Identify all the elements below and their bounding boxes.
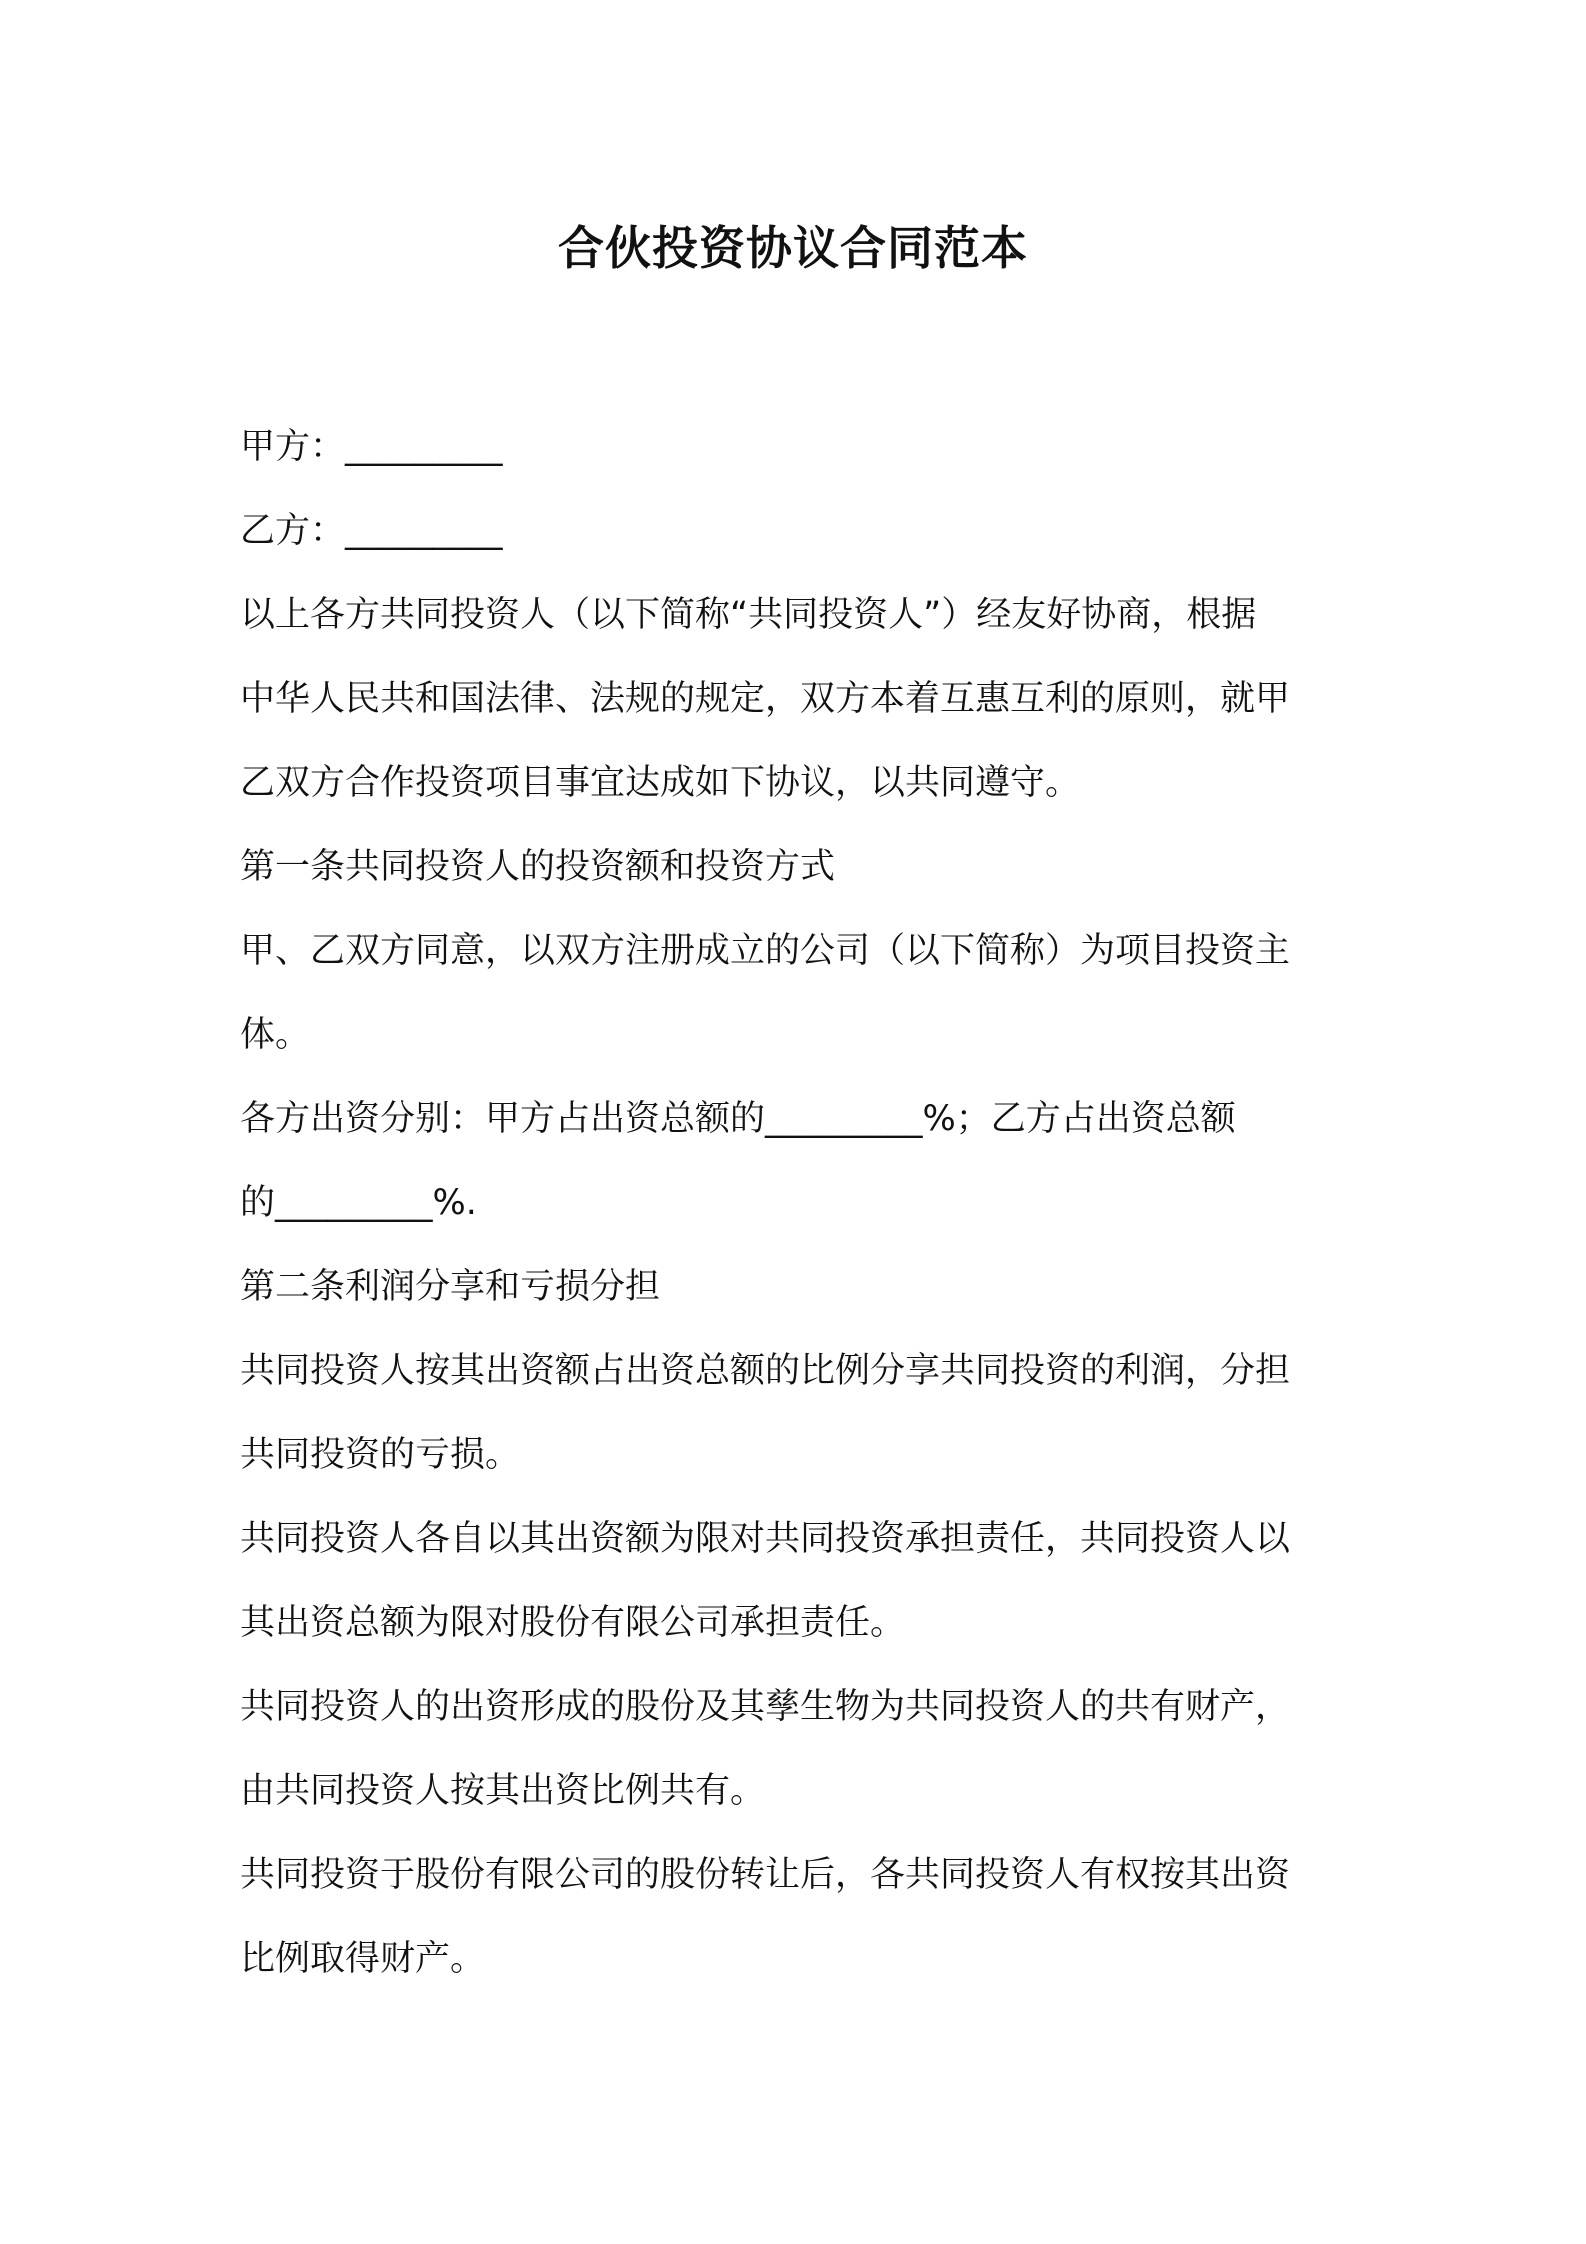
party-a-line: 甲方：_________ bbox=[240, 427, 503, 467]
party-b-line: 乙方：_________ bbox=[240, 511, 503, 551]
paragraph-line: 由共同投资人按其出资比例共有。 bbox=[240, 1771, 766, 1811]
article-heading-2: 第二条利润分享和亏损分担 bbox=[240, 1267, 661, 1307]
paragraph-line: 甲、乙双方同意，以双方注册成立的公司（以下简称）为项目投资主 bbox=[240, 931, 1291, 971]
paragraph-line: 共同投资的亏损。 bbox=[240, 1435, 521, 1475]
paragraph-line: 比例取得财产。 bbox=[240, 1939, 486, 1979]
paragraph-line: 共同投资于股份有限公司的股份转让后，各共同投资人有权按其出资 bbox=[240, 1855, 1291, 1895]
paragraph-line: 中华人民共和国法律、法规的规定，双方本着互惠互利的原则，就甲 bbox=[240, 679, 1291, 719]
paragraph-line: 共同投资人各自以其出资额为限对共同投资承担责任，共同投资人以 bbox=[240, 1519, 1291, 1559]
paragraph-line: 共同投资人按其出资额占出资总额的比例分享共同投资的利润，分担 bbox=[240, 1351, 1291, 1391]
document-body bbox=[240, 405, 1350, 2001]
article-heading-1: 第一条共同投资人的投资额和投资方式 bbox=[240, 847, 836, 887]
paragraph-line: 其出资总额为限对股份有限公司承担责任。 bbox=[240, 1603, 906, 1643]
paragraph-line: 以上各方共同投资人（以下简称“共同投资人”）经友好协商，根据 bbox=[240, 595, 1257, 635]
paragraph-line: 体。 bbox=[240, 1015, 311, 1055]
paragraph-line: 共同投资人的出资形成的股份及其孳生物为共同投资人的共有财产， bbox=[240, 1687, 1291, 1727]
paragraph-line: 的_________%. bbox=[240, 1183, 477, 1223]
paragraph-line: 乙双方合作投资项目事宜达成如下协议，以共同遵守。 bbox=[240, 763, 1081, 803]
paragraph-line: 各方出资分别：甲方占出资总额的_________%；乙方占出资总额 bbox=[240, 1099, 1236, 1139]
document-title: 合伙投资协议合同范本 bbox=[558, 221, 1028, 275]
